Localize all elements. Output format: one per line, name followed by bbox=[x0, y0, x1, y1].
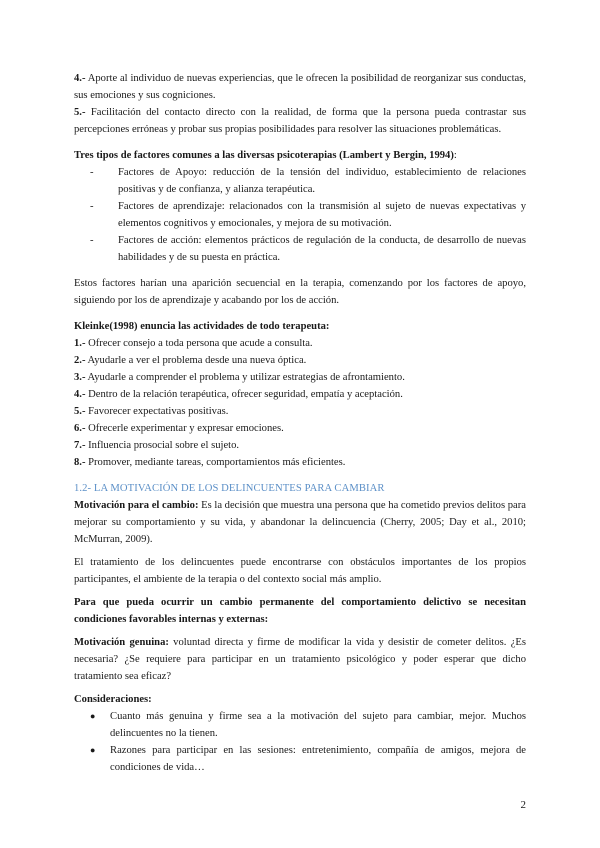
item-top-5: 5.- Facilitación del contacto directo con la realidad, de forma que la persona pueda contrastar sus percepciones erróneas y probar sus propias posibilidades para resolver las situaciones problemáticas. bbox=[74, 107, 526, 135]
list-item: 5.- Favorecer expectativas positivas. bbox=[74, 406, 229, 417]
list-item: 8.- Promover, mediante tareas, comportamientos más eficientes. bbox=[74, 457, 346, 468]
bullet-icon: ● bbox=[90, 745, 96, 755]
document-page bbox=[74, 70, 526, 776]
list-item: 3.- Ayudarle a comprender el problema y utilizar estrategias de afrontamiento. bbox=[74, 372, 405, 383]
page-number: 2 bbox=[520, 799, 526, 811]
item-top-4: 4.- Aporte al individuo de nuevas experiencias, que le ofrecen la posibilidad de reorganizar sus conductas, sus emociones y sus cogniciones. bbox=[74, 73, 526, 101]
dash-marker: - bbox=[90, 167, 94, 178]
list-item: 7.- Influencia prosocial sobre el sujeto. bbox=[74, 440, 240, 451]
kleinke-list bbox=[74, 335, 526, 471]
dash-marker: - bbox=[90, 235, 94, 246]
factors-heading: Tres tipos de factores comunes a las diversas psicoterapias (Lambert y Bergin, 1994): bbox=[74, 150, 457, 161]
list-item: 6.- Ofrecerle experimentar y expresar emociones. bbox=[74, 423, 284, 434]
factors-summary: Estos factores harían una aparición secuencial en la terapia, comenzando por los factores de apoyo, siguiendo por los de aprendizaje y acabando por los de acción. bbox=[74, 278, 526, 306]
list-item: - Factores de Apoyo: reducción de la tensión del individuo, establecimiento de relaciones positivas y de confianza, y alianza terapéutica. bbox=[74, 164, 526, 198]
section-title: 1.2- LA MOTIVACIÓN DE LOS DELINCUENTES PARA CAMBIAR bbox=[74, 483, 385, 494]
list-item: 1.- Ofrecer consejo a toda persona que acude a consulta. bbox=[74, 338, 313, 349]
bullet-icon: ● bbox=[90, 711, 96, 721]
kleinke-heading: Kleinke(1998) enuncia las actividades de todo terapeuta: bbox=[74, 321, 330, 332]
list-item: ● Cuanto más genuina y firme sea a la motivación del sujeto para cambiar, mejor. Muchos delincuentes no la tienen. bbox=[74, 708, 526, 742]
genuine-paragraph: Motivación genuina: voluntad directa y firme de modificar la vida y desistir de cometer delitos. ¿Es necesaria? ¿Se requiere para participar en un tratamiento psicológico y poder esperar que dicho tratamiento sea eficaz? bbox=[74, 637, 526, 682]
considerations-list bbox=[74, 708, 526, 776]
list-item: - Factores de aprendizaje: relacionados con la transmisión al sujeto de nuevas expectativas y elementos cognitivos y emocionales, y mejora de su motivación. bbox=[74, 198, 526, 232]
motivation-paragraph: Motivación para el cambio: Es la decisión que muestra una persona que ha cometido previos delitos para mejorar su comportamiento y su vida, y abandonar la delincuencia (Cherry, 2005; Day et al., 2010; McMurran, 2009). bbox=[74, 500, 526, 545]
treatment-paragraph: El tratamiento de los delincuentes puede encontrarse con obstáculos importantes de los propios participantes, el ambiente de la terapia o del contexto social más amplio. bbox=[74, 557, 526, 585]
list-item: - Factores de acción: elementos prácticos de regulación de la conducta, de desarrollo de nuevas habilidades y de su puesta en práctica. bbox=[74, 232, 526, 266]
list-item: ● Razones para participar en las sesiones: entretenimiento, compañía de amigos, mejora de condiciones de vida… bbox=[74, 742, 526, 776]
factors-list bbox=[74, 164, 526, 266]
list-item: 4.- Dentro de la relación terapéutica, ofrecer seguridad, empatía y aceptación. bbox=[74, 389, 403, 400]
conditions-paragraph: Para que pueda ocurrir un cambio permanente del comportamiento delictivo se necesitan condiciones favorables internas y externas: bbox=[74, 597, 526, 625]
dash-marker: - bbox=[90, 201, 94, 212]
considerations-heading: Consideraciones: bbox=[74, 694, 152, 705]
list-item: 2.- Ayudarle a ver el problema desde una nueva óptica. bbox=[74, 355, 307, 366]
